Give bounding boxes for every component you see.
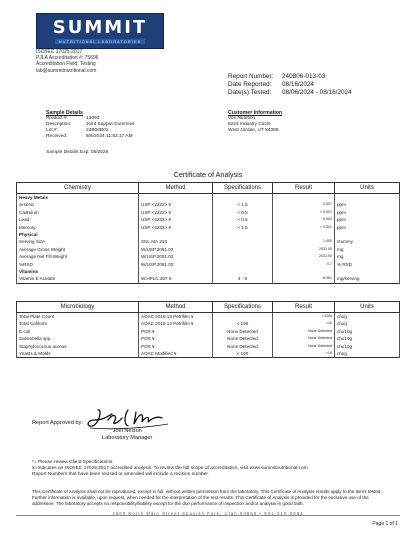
disclaimer: This Certificate of Analysis shall not be reproduced, except in full, without written permission from the laboratory. This Certificate of Analysis results apply to the items tested. Further information is available, upon request, when needed for the interpretation of the test results. This Certificate of Analysis is provided for the exclusive use of the addressee. The laboratory accepts no responsibility/liability except for the due performance of inspection and/or analysis in good faith. [32,489,382,506]
empty-cell [273,268,335,275]
empty-cell [213,268,273,275]
table-row [17,246,400,253]
report-number: 240806-013-03 [282,73,326,80]
customer-line: 8224 Industry Circle [228,122,271,127]
analyte-cell: E.coli [17,328,139,335]
chemistry-rows [17,194,400,284]
table-group-row [17,194,400,202]
analyte-cell: Lead [17,216,139,223]
units-cell: ppm [335,216,400,223]
result-cell: 8.961 [273,275,335,283]
table-group-row [17,268,400,275]
spec-cell [213,261,273,268]
empty-cell [335,268,400,275]
units-cell: ppm [335,224,400,231]
analyte-cell: %RSD [17,261,139,268]
units-cell: % RSD [335,261,400,268]
spec-cell: None Detected [213,335,273,342]
table-row [17,313,400,321]
customer-line: Vox Nutrition [228,116,256,121]
units-cell: ppm [335,201,400,208]
note-line: ¥=Indicates an ISO/IEC 17025:2017 accredited analysis. To review the full scope of accreditation, visit www.summitnutritional.com [32,466,308,471]
empty-cell [335,231,400,238]
result-cell: <10 [273,350,335,358]
col-header-microbiology: Microbiology [17,302,139,313]
spec-cell: None Detected [213,328,273,335]
note-line: Report Numbers that have been revised or amended will include a revision number. [32,472,210,477]
units-cell: cfu/10g [335,335,400,342]
sample-extra-details [46,150,108,156]
result-cell: 0.7 [273,261,335,268]
table-row [17,253,400,260]
lab-info-line: PJLA Accreditation #: 75696 [36,55,99,62]
customer-line: West Jordan, UT 84088 [228,128,279,133]
lab-info-line: Accreditation Field: Testing [36,61,96,68]
spec-cell: None Detected [213,343,273,350]
sample-key: Lot #: [46,128,59,133]
logo-subtitle: NUTRITIONAL LABORATORIES [55,39,145,44]
sample-value: 8/6/2024 11:53:17 AM [86,134,133,139]
method-cell: AOAC 2015.13 Petrifilm ¥ [139,313,213,321]
group-label: Vitamins [17,268,139,275]
method-cell: USP <2232> ¥ [139,224,213,231]
result-cell: None Detected [273,335,335,342]
method-cell: PCR ¥ [139,328,213,335]
result-cell: < 0.001 [273,209,335,216]
sample-value: Joint Suppot Gummies [86,122,135,127]
customer-info-heading: Customer Information [228,110,283,116]
result-cell: 0.004 [273,216,335,223]
spec-cell: < 0.5 [213,209,273,216]
method-cell: PCR ¥ [139,343,213,350]
table-row [17,328,400,335]
empty-cell [335,194,400,202]
spec-cell: < 0.5 [213,216,273,223]
sample-key: Description: [46,122,72,127]
analyte-cell: Vitamin E Acetate [17,275,139,283]
units-cell: cfu/g [335,350,400,358]
empty-cell [139,231,213,238]
result-cell: < 0.001 [273,224,335,231]
method-cell: W/USP.2091.02 [139,253,213,260]
analyte-cell: Yeasts & Molds [17,350,139,358]
group-label: Heavy Metals [17,194,139,202]
empty-cell [139,268,213,275]
method-cell: USP <2232> ¥ [139,201,213,208]
analyte-cell: Total Coliform [17,320,139,327]
table-row [17,275,400,283]
notes [32,460,392,478]
units-cell: mg/serving [335,275,400,283]
approver-name: Joel Nelson [112,428,142,434]
analyte-cell: Salmonella spp. [17,335,139,342]
footer-address: 2600 North Main Street Spanish Fork, Utah 84660 • 801-210-2084 [112,511,304,516]
method-cell: AOAC Modified ¥ [139,350,213,358]
spec-cell: < 1.5 [213,224,273,231]
empty-cell [273,231,335,238]
certificate-title: Certificate of Analysis [173,170,243,179]
lab-email[interactable]: lab@summitnutritional.com [36,67,97,74]
chemistry-table [16,182,400,284]
col-header-method: Method [139,183,213,194]
report-number-label: Report Number: [228,73,274,80]
analyte-cell: Average Gross Weight [17,246,139,253]
date-reported-label: Date Reported: [228,81,272,89]
sample-details [46,110,135,140]
units-cell: cfu/10g [335,328,400,335]
note-line: *= Please review Client Specifications [32,460,113,465]
date-reported: 08/16/2024 [282,81,314,89]
table-row [17,224,400,231]
units-cell: cfu/g [335,320,400,327]
spec-cell: < 100 [213,350,273,358]
spec-cell: < 1.5 [213,201,273,208]
result-cell: <10 [273,320,335,327]
lab-info-line: ISO/IEC 17025:2017 [36,49,83,55]
report-info [228,73,352,98]
dates-tested-label: Date(s) Tested: [228,89,272,97]
method-cell: W.HPLC.307 ¥ [139,275,213,283]
table-row [17,216,400,223]
method-cell: W/USP.2091.02 [139,246,213,253]
approver-role: Laboratory Manager [102,435,153,441]
result-cell: 0.007 [273,201,335,208]
method-cell: USP <2232> ¥ [139,216,213,223]
col-header-chemistry: Chemistry [17,183,139,194]
col-header-specifications: Specifications [213,302,273,313]
method-cell: AOAC 2018.13 Petrifilm ¥ [139,320,213,327]
method-cell: PCR ¥ [139,335,213,342]
spec-cell: 4 - 9 [213,275,273,283]
col-header-units: Units [335,183,400,194]
result-cell: 2931.00 [273,246,335,253]
page-number: Page 1 of 1 [372,521,398,527]
result-cell: 2931.00 [273,253,335,260]
sample-key: Product #: [46,116,68,121]
approved-by-label: Report Approved by: [32,420,83,426]
sample-details-label: Sample Details: [46,150,80,155]
analyte-cell: Serving Size [17,238,139,245]
lab-logo [36,13,164,49]
analyte-cell: Staphylococcus aureus [17,343,139,350]
method-cell: W/USP.2091.02 [139,261,213,268]
units-cell: Gummy [335,238,400,245]
microbiology-table [16,301,400,358]
empty-cell [273,194,335,202]
units-cell: mg [335,253,400,260]
empty-cell [213,194,273,202]
analyte-cell: Average Net Fill Weight [17,253,139,260]
col-header-units: Units [335,302,400,313]
lab-info [36,49,99,74]
table-row [17,350,400,358]
analyte-cell: Cadmium [17,209,139,216]
approver [102,428,152,442]
sample-details-value: Exp. 05/2026 [80,150,109,155]
units-cell: cfu/g [335,313,400,321]
spec-cell: < 100 [213,320,273,327]
spec-cell [213,238,273,245]
logo-wordmark: SUMMIT [52,16,148,38]
method-cell: USP <2232> ¥ [139,209,213,216]
table-row [17,209,400,216]
units-cell: ppm [335,209,400,216]
customer-info [228,110,282,134]
result-cell: <1000 [273,313,335,321]
col-header-result: Result [273,183,335,194]
dates-tested: 08/06/2024 - 08/16/2024 [282,89,352,97]
table-group-row [17,231,400,238]
sample-value: 24B06B01 [86,128,109,133]
sample-key: Received: [46,134,68,139]
spec-cell [213,253,273,260]
col-header-specifications: Specifications [213,183,273,194]
spec-cell [213,246,273,253]
units-cell: mg [335,246,400,253]
col-header-result: Result [273,302,335,313]
table-row [17,343,400,350]
result-cell: 1.000 [273,238,335,245]
analyte-cell: Total Plate Count [17,313,139,321]
analyte-cell: Arsenic [17,201,139,208]
analyte-cell: Mercury [17,224,139,231]
result-cell: None Detected [273,328,335,335]
group-label: Physical [17,231,139,238]
method-cell: SNL.MA.210 [139,238,213,245]
col-header-method: Method [139,302,213,313]
table-row [17,320,400,327]
result-cell: None Detected [273,343,335,350]
table-row [17,238,400,245]
table-row [17,261,400,268]
sample-value: 13093 [86,116,100,121]
spec-cell [213,313,273,321]
table-row [17,335,400,342]
empty-cell [213,231,273,238]
table-row [17,201,400,208]
sample-details-heading: Sample Details [46,110,83,116]
units-cell: cfu/10g [335,343,400,350]
microbiology-rows [17,313,400,358]
empty-cell [139,194,213,202]
